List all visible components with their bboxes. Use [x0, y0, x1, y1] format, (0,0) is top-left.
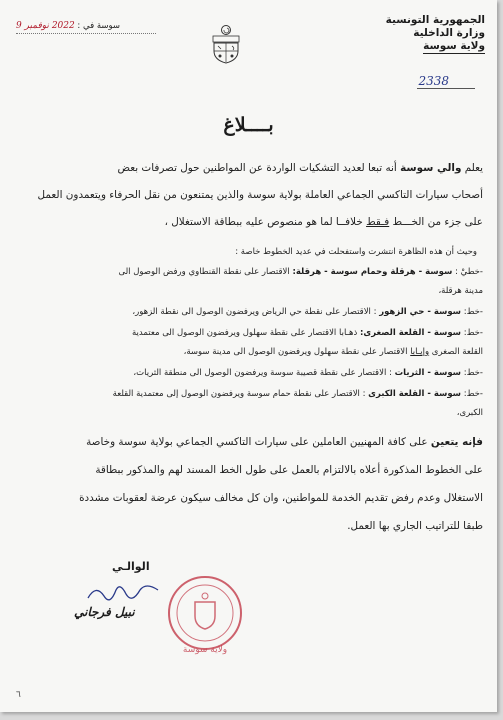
place-label: سوسة في :: [77, 21, 121, 31]
line-item-1-cont: مدينة هرقلة،: [438, 286, 483, 296]
republic-name: الجمهورية التونسية: [385, 14, 485, 26]
line-item-3: -خط: سوسة - القلعة الصغرى: ذهـابا الاقتصار على نقطة سهلول ويرفضون الوصول الى معتمدية: [131, 328, 483, 338]
date-dotted-line: [16, 33, 156, 34]
document-title: بــــلاغ: [223, 114, 274, 136]
line-item-4: -خط: سوسة - الثريات : الاقتصار على نقطة قصيبة سوسة ويرفضون الوصول الى منطقة الثريات،: [133, 368, 483, 378]
closing-line-1: فإنه يتعين على كافة المهنيين العاملين على سيارات التاكسي الجماعي بولاية سوسة وخاصة: [86, 436, 483, 448]
reference-underline: [417, 88, 475, 89]
handwritten-signature-icon: [84, 580, 164, 606]
issue-date: 2022 نوفمبر 9: [16, 21, 75, 31]
intro-line-3: على جزء من الخـــط فـقط خلافــا لما هو منصوص عليه ببطاقة الاستغلال ،: [164, 216, 483, 228]
intro-line-1: يعلم والي سوسة أنه تبعا لعديد التشكيات الواردة عن المواطنين حول تصرفات بعض: [117, 162, 483, 174]
closing-line-3: الاستغلال وعدم رفض تقديم الخدمة للمواطنين، وان كل مخالف سيكون عرضة لعقوبات مشددة: [79, 492, 483, 504]
closing-line-2: على الخطوط المذكورة أعلاه بالالتزام بالعمل على طول الخط المسند لهم والمذكور ببطاقة: [95, 464, 483, 476]
line-item-1: -خطيْ : سوسة - هرقلة وحمام سوسة - هرقلة: الاقتصار على نقطة القنطاوي ورفض الوصول الى: [118, 267, 483, 277]
line-item-5-cont: الكبرى،: [456, 408, 483, 418]
line-item-2: -خط: سوسة - حي الزهور : الاقتصار على نقطة حي الرياض ويرفضون الوصول الى نقطة الزهور،: [132, 307, 483, 317]
reference-number: 2338: [418, 74, 449, 88]
line-item-5: -خط: سوسة - القلعة الكبرى : الاقتصار على نقطة حمام سوسة ويرفضون الوصول إلى معتمدية القلعة: [112, 389, 483, 399]
stamp-text: ولاية سوسة: [182, 645, 228, 655]
signer-name: نبيل فرجاني: [74, 605, 135, 619]
line-item-3-cont: القلعة الصغرى وإيـابا الاقتصار على نقطة سهلول ويرفضون الوصول الى مدينة سوسة،: [183, 347, 483, 357]
tunisia-coat-of-arms-icon: [208, 24, 244, 64]
intro-line-2: أصحاب سيارات التاكسي الجماعي العاملة بولاية سوسة والذين يمتنعون من نقل الحرفاء ويتعمدون العمل: [37, 189, 483, 201]
ministry-name: وزارة الداخلية: [413, 27, 485, 39]
signer-title: الوالـي: [112, 560, 150, 573]
issuing-authority: [386, 14, 485, 54]
page-mark: ٦: [16, 690, 21, 700]
official-stamp-icon: [165, 568, 245, 658]
lines-intro: وحيث أن هذه الظاهرة انتشرت واستفحلت في عديد الخطوط خاصة :: [235, 247, 477, 257]
governorate-name: ولاية سوسة: [423, 40, 485, 52]
closing-line-4: طبقا للتراتيب الجاري بها العمل.: [347, 520, 483, 532]
place-and-date: [16, 21, 120, 31]
issuer-name: والي سوسة: [400, 162, 462, 174]
